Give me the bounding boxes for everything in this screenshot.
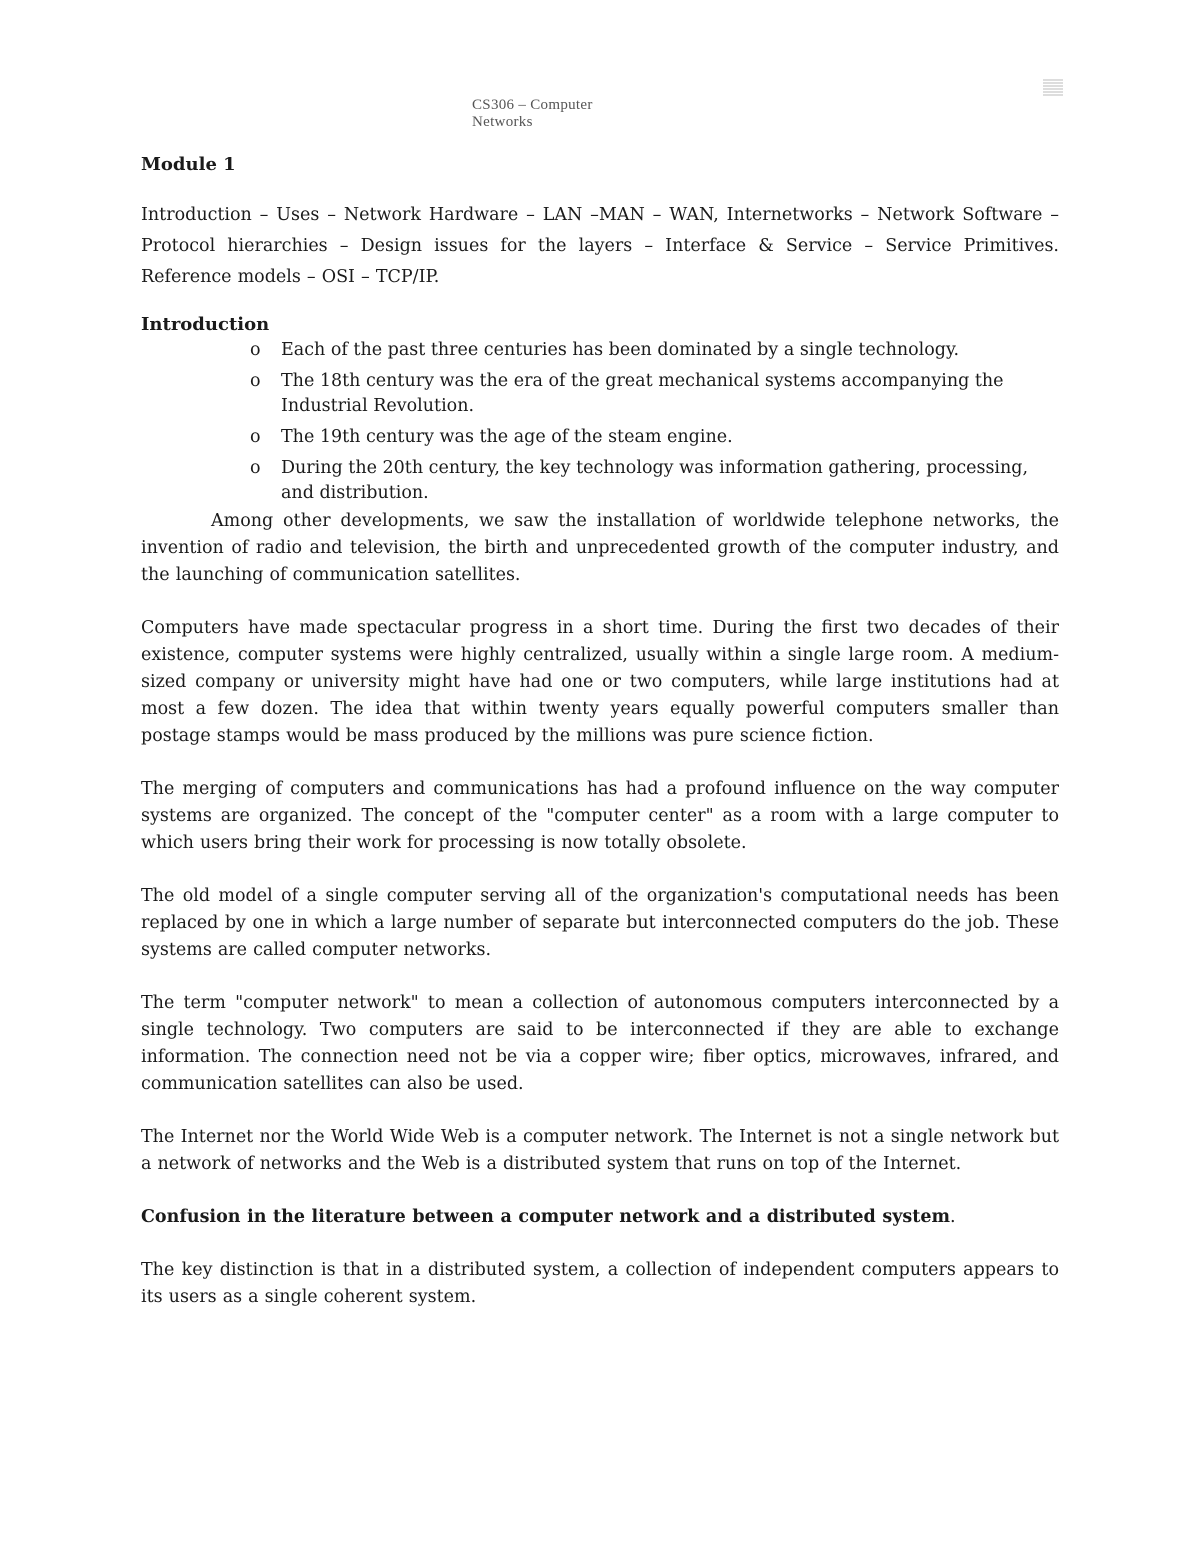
course-title	[472, 97, 692, 131]
paragraph-computer-network-term: The term "computer network" to mean a collection of autonomous computers interconnected by a single technology. Two computers are said to be interconnected if they are able to exchange information. The connection need not be via a copper wire; fiber optics, microwaves, infrared, and communication satellites can also be used.	[141, 993, 1059, 1094]
paragraph-old-model: The old model of a single computer serving all of the organization's computational needs has been replaced by one in which a large number of separate but interconnected computers do the job. These systems are called computer networks.	[141, 886, 1059, 960]
confusion-heading-text: Confusion in the literature between a computer network and a distributed system	[141, 1207, 950, 1227]
paragraph-internet-web: The Internet nor the World Wide Web is a computer network. The Internet is not a single network but a network of networks and the Web is a distributed system that runs on top of the Internet.	[141, 1127, 1059, 1174]
confusion-heading-period: .	[950, 1207, 956, 1227]
introduction-bullet-list	[141, 338, 1059, 506]
course-title-line2: Networks	[472, 114, 533, 130]
paragraph-computers-progress: Computers have made spectacular progress in a short time. During the first two decades of their existence, computer systems were highly centralized, usually within a single large room. A medium-sized company or university might have had one or two computers, while large institutions had at most a few dozen. The idea that within twenty years equally powerful computers smaller than postage stamps would be mass produced by the millions was pure science fiction.	[141, 618, 1059, 746]
course-title-line1: CS306 – Computer	[472, 97, 593, 113]
bullet-text: Each of the past three centuries has been dominated by a single technology.	[281, 340, 960, 360]
list-item	[141, 338, 1059, 363]
bullet-marker: o	[250, 340, 261, 360]
paragraph-merging: The merging of computers and communications has had a profound influence on the way computer systems are organized. The concept of the "computer center" as a room with a large computer to which users bring their work for processing is now totally obsolete.	[141, 779, 1059, 853]
module-heading: Module 1	[141, 154, 236, 175]
paragraph-key-distinction: The key distinction is that in a distributed system, a collection of independent computers appears to its users as a single coherent system.	[141, 1260, 1059, 1307]
confusion-heading	[141, 1204, 1059, 1231]
document-lines-icon	[1040, 77, 1066, 99]
bullet-text: During the 20th century, the key technology was information gathering, processing, and distribution.	[281, 458, 1029, 503]
bullet-text: The 19th century was the age of the steam engine.	[281, 427, 733, 447]
module-syllabus: Introduction – Uses – Network Hardware – LAN –MAN – WAN, Internetworks – Network Software – Protocol hierarchies – Design issues for the layers – Interface & Service – Service Primitives. Reference models – OSI – TCP/IP.	[141, 205, 1059, 287]
bullet-text: The 18th century was the era of the great mechanical systems accompanying the Industrial Revolution.	[281, 371, 1004, 416]
list-item	[141, 369, 1059, 419]
introduction-heading: Introduction	[141, 314, 270, 335]
bullet-marker: o	[250, 458, 261, 478]
paragraph-developments: Among other developments, we saw the installation of worldwide telephone networks, the invention of radio and television, the birth and unprecedented growth of the computer industry, and the launching of communication satellites.	[141, 511, 1059, 585]
list-item	[141, 425, 1059, 450]
document-body	[141, 150, 1059, 1311]
bullet-marker: o	[250, 427, 261, 447]
bullet-marker: o	[250, 371, 261, 391]
list-item	[141, 456, 1059, 506]
